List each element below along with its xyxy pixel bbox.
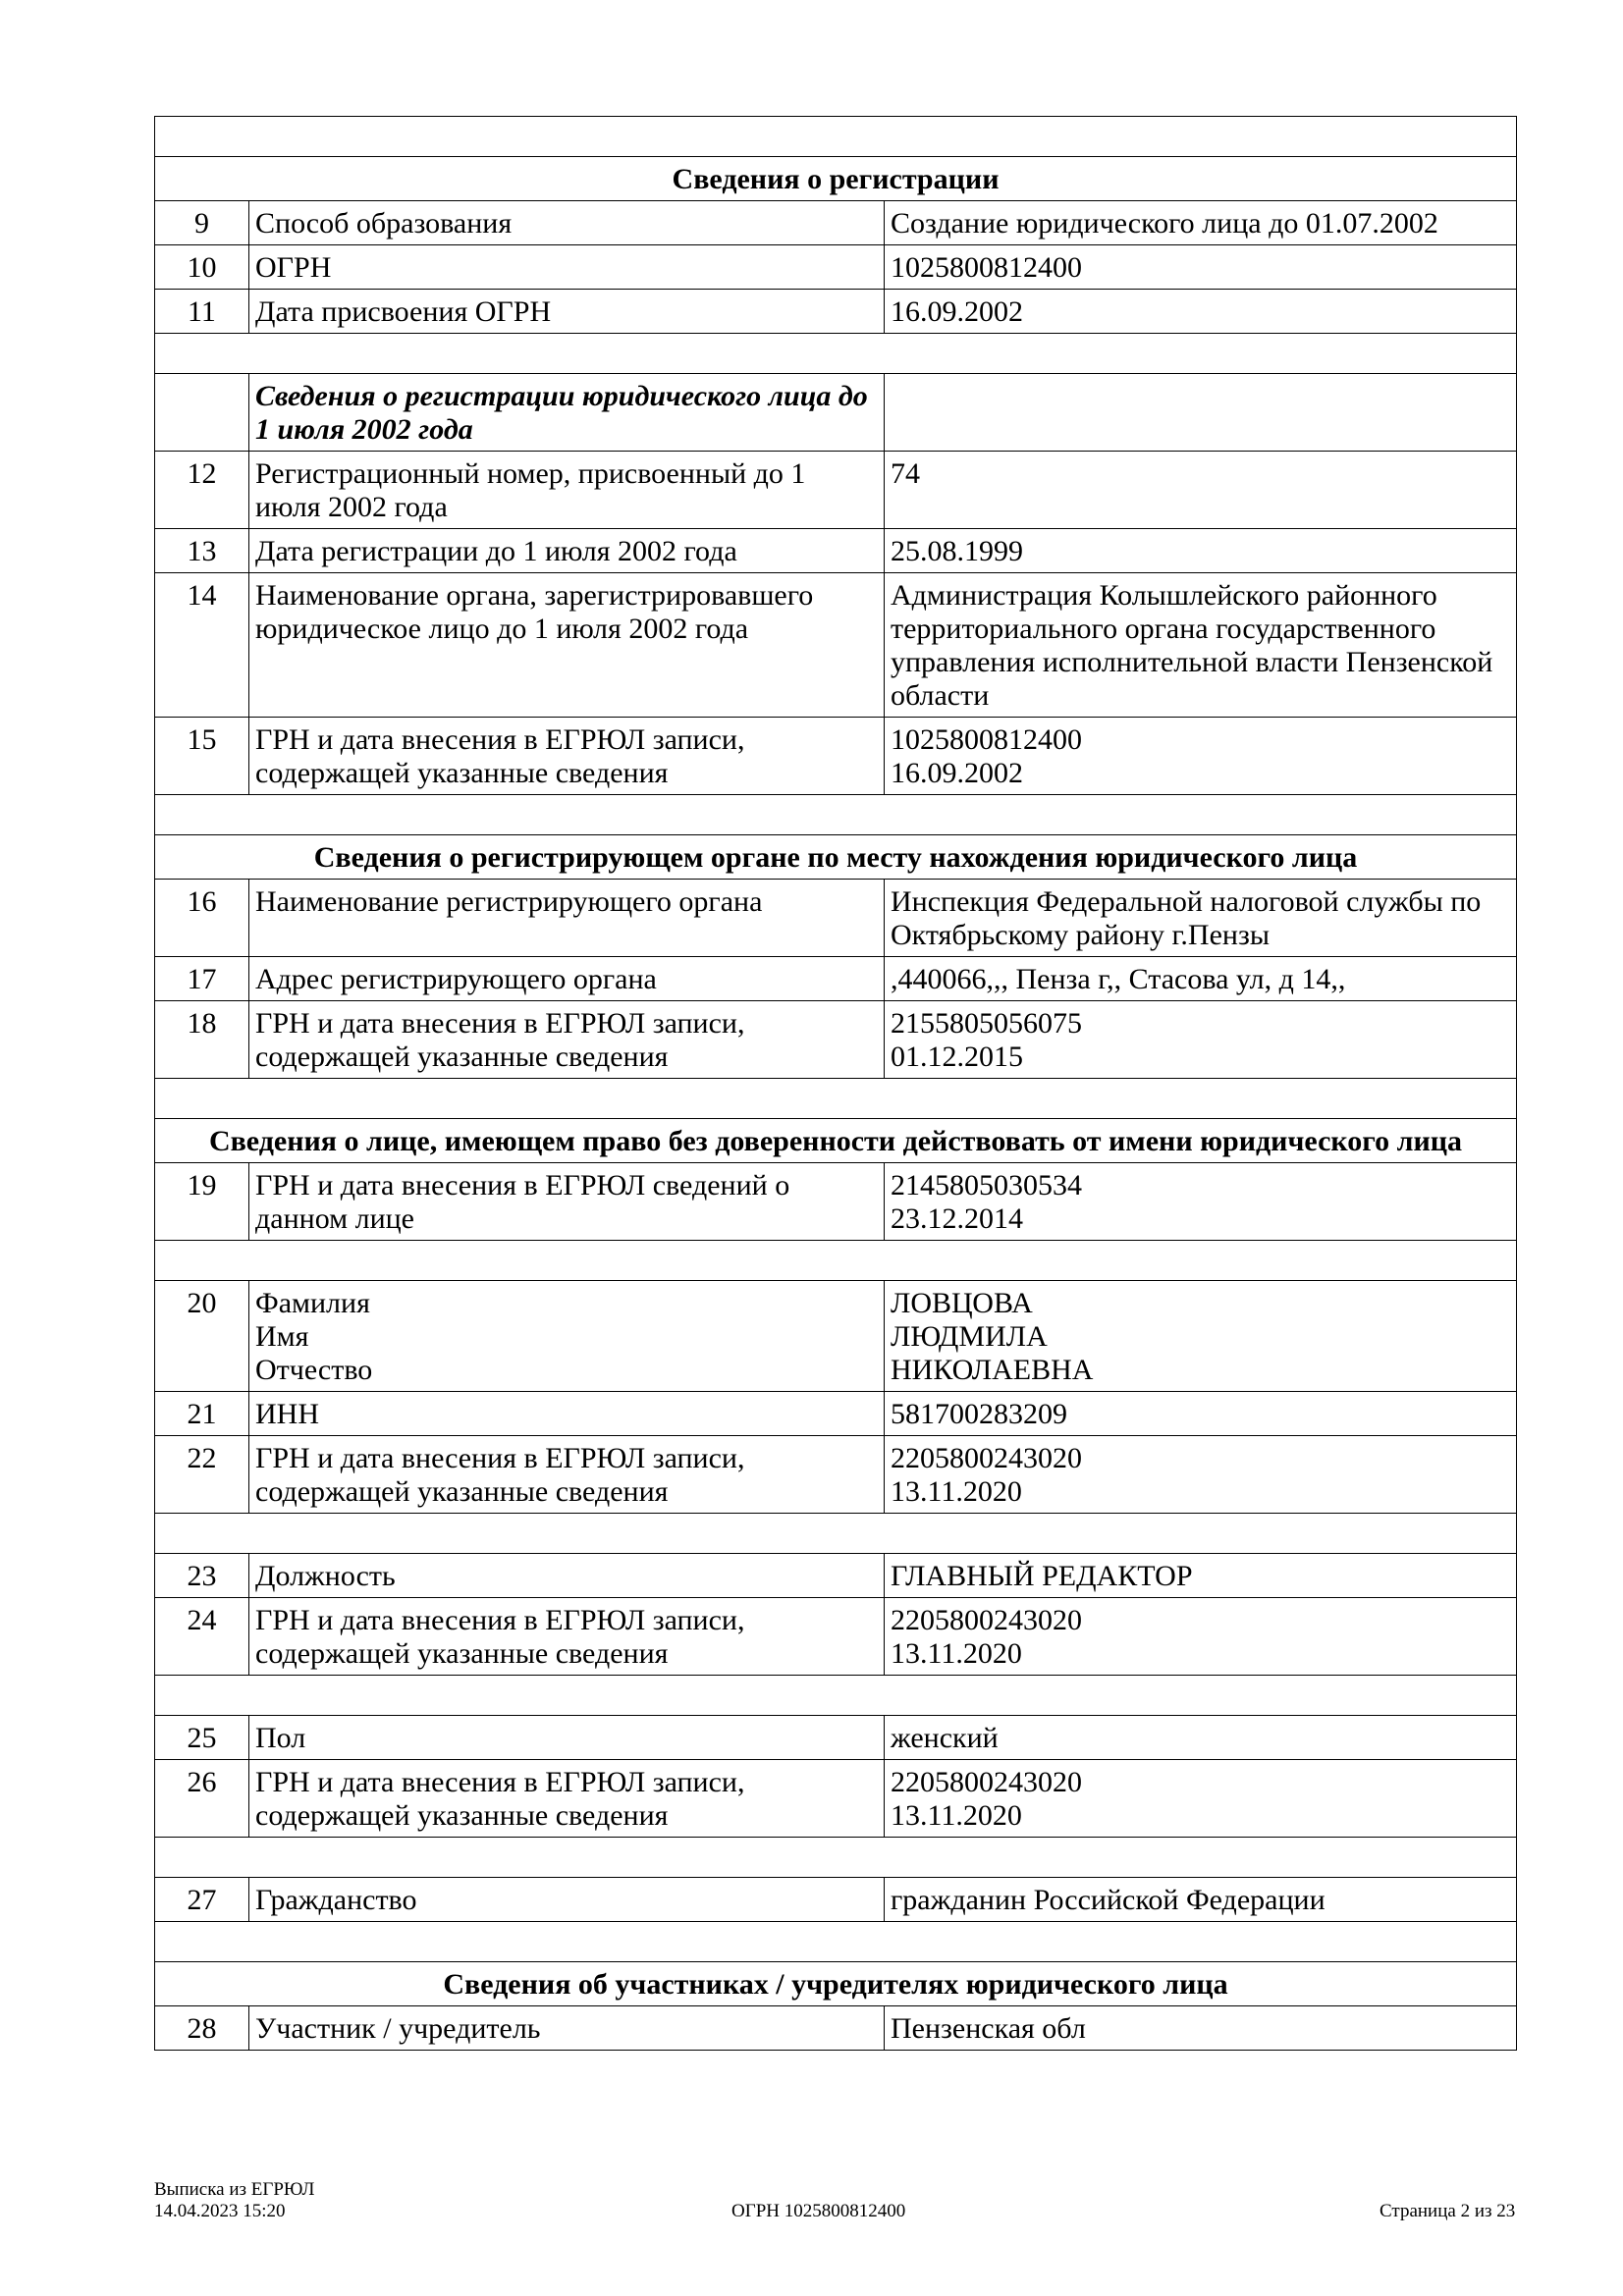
date-value: 16.09.2002 [891,757,1023,789]
row-label: ГРН и дата внесения в ЕГРЮЛ сведений о данном лице [249,1163,885,1241]
row-label: Дата регистрации до 1 июля 2002 года [249,529,885,573]
name-label: Имя [255,1320,309,1353]
row-number: 20 [155,1281,249,1392]
spacer-row [155,1922,1517,1962]
row-label: ГРН и дата внесения в ЕГРЮЛ записи, содержащей указанные сведения [249,1436,885,1514]
spacer-row [155,1838,1517,1878]
table-row [155,718,1517,795]
row-value: женский [885,1716,1517,1760]
row-value [885,1001,1517,1079]
spacer-row [155,795,1517,835]
row-label: ГРН и дата внесения в ЕГРЮЛ записи, содержащей указанные сведения [249,1760,885,1838]
section-header-authority [155,835,1517,880]
table-row [155,1436,1517,1514]
row-number: 14 [155,573,249,718]
table-row [155,1001,1517,1079]
section-title: Сведения о лице, имеющем право без доверенности действовать от имени юридического лица [155,1119,1517,1163]
row-number: 21 [155,1392,249,1436]
row-value: 581700283209 [885,1392,1517,1436]
date-value: 23.12.2014 [891,1202,1023,1235]
footer-doc-title: Выписка из ЕГРЮЛ [154,2179,315,2200]
row-number: 13 [155,529,249,573]
surname-label: Фамилия [255,1287,370,1319]
row-value: ,440066,,, Пенза г,, Стасова ул, д 14,, [885,957,1517,1001]
table-row [155,1554,1517,1598]
grn-value: 2205800243020 [891,1604,1082,1636]
table-row [155,529,1517,573]
row-number: 19 [155,1163,249,1241]
row-value: гражданин Российской Федерации [885,1878,1517,1922]
row-number: 17 [155,957,249,1001]
row-label: Участник / учредитель [249,2006,885,2051]
spacer-row [155,1514,1517,1554]
date-value: 13.11.2020 [891,1799,1022,1832]
spacer-row [155,1241,1517,1281]
row-label: Регистрационный номер, присвоенный до 1 июля 2002 года [249,452,885,529]
section-title: Сведения о регистрирующем органе по месту нахождения юридического лица [155,835,1517,880]
row-label: Способ образования [249,201,885,245]
row-label: Должность [249,1554,885,1598]
row-number: 15 [155,718,249,795]
row-value: 16.09.2002 [885,290,1517,334]
row-value [885,1598,1517,1676]
egrul-table [154,116,1517,2051]
row-number: 22 [155,1436,249,1514]
grn-value: 1025800812400 [891,723,1082,756]
table-row [155,1598,1517,1676]
row-number: 24 [155,1598,249,1676]
row-label: Наименование регистрирующего органа [249,880,885,957]
table-row [155,452,1517,529]
row-value: Пензенская обл [885,2006,1517,2051]
row-number: 25 [155,1716,249,1760]
section-title: Сведения о регистрации [155,157,1517,201]
table-row [155,1281,1517,1392]
row-label: Наименование органа, зарегистрировавшего юридическое лицо до 1 июля 2002 года [249,573,885,718]
table-row [155,2006,1517,2051]
grn-value: 2145805030534 [891,1169,1082,1201]
spacer-row [155,117,1517,157]
row-number: 18 [155,1001,249,1079]
row-value [885,1760,1517,1838]
table-row [155,880,1517,957]
patronymic-value: НИКОЛАЕВНА [891,1354,1094,1386]
row-value [885,1281,1517,1392]
row-value [885,1436,1517,1514]
table-row [155,1392,1517,1436]
grn-value: 2205800243020 [891,1442,1082,1474]
table-row [155,957,1517,1001]
empty-cell [155,374,249,452]
row-label: ГРН и дата внесения в ЕГРЮЛ записи, содержащей указанные сведения [249,718,885,795]
row-value: Создание юридического лица до 01.07.2002 [885,201,1517,245]
row-label: Пол [249,1716,885,1760]
row-label: Адрес регистрирующего органа [249,957,885,1001]
subsection-row [155,374,1517,452]
name-value: ЛЮДМИЛА [891,1320,1048,1353]
row-number: 26 [155,1760,249,1838]
row-number: 12 [155,452,249,529]
row-value: Администрация Колышлейского районного территориального органа государственного управления исполнительной власти Пензенской области [885,573,1517,718]
row-number: 27 [155,1878,249,1922]
section-header-registration [155,157,1517,201]
row-label [249,1281,885,1392]
patronymic-label: Отчество [255,1354,373,1386]
row-number: 28 [155,2006,249,2051]
row-value: 25.08.1999 [885,529,1517,573]
table-row [155,573,1517,718]
table-row [155,201,1517,245]
grn-value: 2205800243020 [891,1766,1082,1798]
date-value: 13.11.2020 [891,1637,1022,1670]
row-number: 11 [155,290,249,334]
grn-value: 2155805056075 [891,1007,1082,1040]
subsection-title: Сведения о регистрации юридического лица до 1 июля 2002 года [249,374,885,452]
row-value: Инспекция Федеральной налоговой службы по Октябрьскому району г.Пензы [885,880,1517,957]
row-number: 23 [155,1554,249,1598]
spacer-row [155,1676,1517,1716]
footer-ogrn: ОГРН 1025800812400 [731,2201,906,2221]
spacer-row [155,1079,1517,1119]
table-row [155,1878,1517,1922]
footer-page-number: Страница 2 из 23 [1380,2201,1516,2221]
section-header-founders [155,1962,1517,2006]
row-label: ГРН и дата внесения в ЕГРЮЛ записи, содержащей указанные сведения [249,1598,885,1676]
row-number: 9 [155,201,249,245]
row-label: Дата присвоения ОГРН [249,290,885,334]
row-value: ГЛАВНЫЙ РЕДАКТОР [885,1554,1517,1598]
spacer-row [155,334,1517,374]
row-label: ИНН [249,1392,885,1436]
table-row [155,1163,1517,1241]
date-value: 13.11.2020 [891,1475,1022,1508]
footer-left [154,2179,314,2222]
row-label: Гражданство [249,1878,885,1922]
date-value: 01.12.2015 [891,1041,1023,1073]
row-label: ОГРН [249,245,885,290]
row-value: 1025800812400 [885,245,1517,290]
section-header-person [155,1119,1517,1163]
surname-value: ЛОВЦОВА [891,1287,1033,1319]
footer-datetime: 14.04.2023 15:20 [154,2201,286,2221]
row-value [885,718,1517,795]
table-row [155,1716,1517,1760]
row-number: 16 [155,880,249,957]
row-label: ГРН и дата внесения в ЕГРЮЛ записи, содержащей указанные сведения [249,1001,885,1079]
table-row [155,290,1517,334]
table-row [155,1760,1517,1838]
empty-cell [885,374,1517,452]
section-title: Сведения об участниках / учредителях юридического лица [155,1962,1517,2006]
table-row [155,245,1517,290]
row-value: 74 [885,452,1517,529]
row-number: 10 [155,245,249,290]
row-value [885,1163,1517,1241]
